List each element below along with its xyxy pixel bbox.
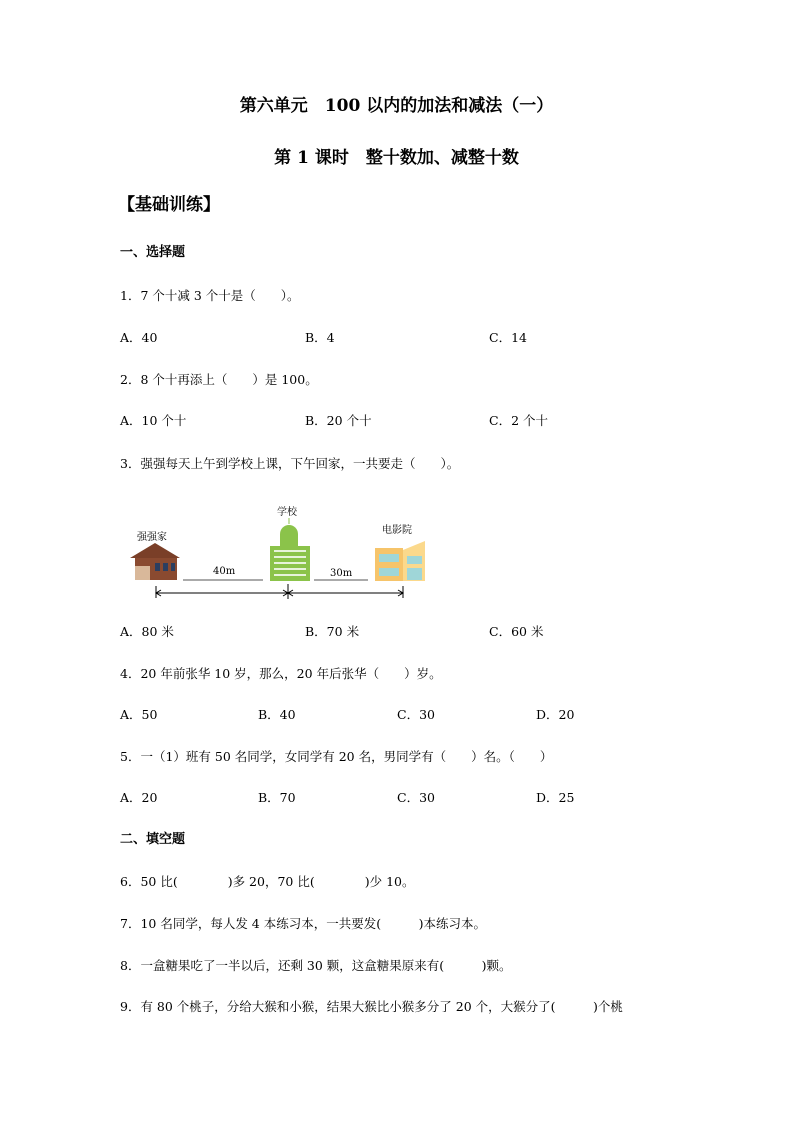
question-3: 3．强强每天上午到学校上课，下午回家，一共要走（ ）。 <box>120 456 460 471</box>
question-5: 5．一（1）班有 50 名同学，女同学有 20 名，男同学有（ ）名。（ ） <box>120 749 553 764</box>
school-icon <box>270 518 310 581</box>
cinema-label: 电影院 <box>382 525 412 536</box>
distance-1: 40m <box>213 566 236 577</box>
option: D．20 <box>536 707 575 722</box>
part-heading: 二、填空题 <box>120 832 186 847</box>
option: A．50 <box>120 707 158 722</box>
option: C．60 米 <box>489 624 544 639</box>
section-heading: 【基础训练】 <box>118 195 220 215</box>
question-7: 7．10 名同学，每人发 4 本练习本，一共要发( )本练习本。 <box>120 916 486 931</box>
option: B．70 米 <box>305 624 360 639</box>
option: C．14 <box>489 330 527 345</box>
option: A．40 <box>120 330 158 345</box>
distance-2: 30m <box>330 568 353 579</box>
school-label: 学校 <box>277 507 297 518</box>
home-label: 强强家 <box>137 532 167 543</box>
question-8: 8．一盒糖果吃了一半以后，还剩 30 颗，这盒糖果原来有( )颗。 <box>120 958 512 973</box>
figure-drawing <box>125 498 435 603</box>
question-6: 6．50 比( )多 20，70 比( )少 10。 <box>120 874 415 889</box>
option: C．30 <box>397 707 435 722</box>
distance-figure <box>125 498 435 603</box>
option: A．20 <box>120 790 158 805</box>
option: D．25 <box>536 790 575 805</box>
option: A．10 个十 <box>120 413 187 428</box>
question-2: 2．8 个十再添上（ ）是 100。 <box>120 372 318 387</box>
option: C．2 个十 <box>489 413 548 428</box>
question-1: 1．7 个十减 3 个十是（ ）。 <box>120 288 300 303</box>
question-4: 4．20 年前张华 10 岁，那么，20 年后张华（ ）岁。 <box>120 666 442 681</box>
house-icon <box>130 543 180 580</box>
option: B．70 <box>258 790 296 805</box>
option: C．30 <box>397 790 435 805</box>
option: A．80 米 <box>120 624 174 639</box>
question-9: 9．有 80 个桃子，分给大猴和小猴，结果大猴比小猴多分了 20 个，大猴分了( )个桃 <box>120 999 623 1014</box>
part-heading: 一、选择题 <box>120 245 186 260</box>
option: B．4 <box>305 330 335 345</box>
cinema-icon <box>375 541 425 581</box>
option: B．40 <box>258 707 296 722</box>
lesson-title: 第 1 课时 整十数加、减整十数 <box>274 148 519 168</box>
option: B．20 个十 <box>305 413 372 428</box>
page-title: 第六单元 100 以内的加法和减法（一） <box>239 96 554 116</box>
